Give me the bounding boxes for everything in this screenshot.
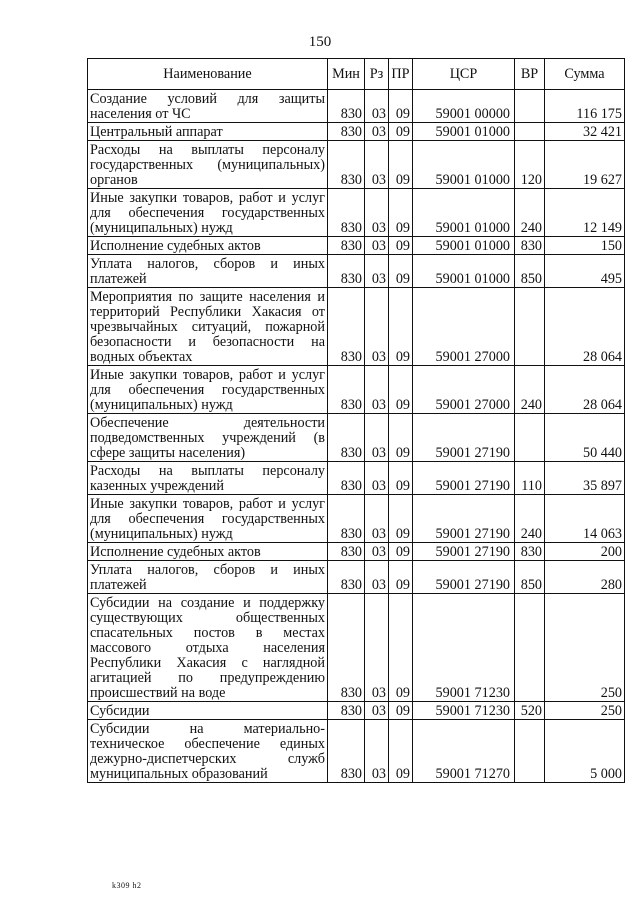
row-sum: 14 063 [545,495,625,543]
row-csr: 59001 01000 [413,255,515,288]
row-pr: 09 [389,543,413,561]
row-pr: 09 [389,462,413,495]
row-sum: 250 [545,594,625,702]
row-csr: 59001 71230 [413,702,515,720]
table-row [88,414,625,462]
header-min: Мин [328,59,365,90]
row-pr: 09 [389,123,413,141]
row-min: 830 [328,594,365,702]
row-sum: 250 [545,702,625,720]
row-name: Субсидии [88,702,328,720]
page-number: 150 [308,34,332,50]
row-vr: 850 [515,561,545,594]
row-vr: 240 [515,189,545,237]
row-csr: 59001 71270 [413,720,515,783]
row-rz: 03 [365,288,389,366]
row-rz: 03 [365,141,389,189]
row-pr: 09 [389,189,413,237]
row-min: 830 [328,237,365,255]
header-rz: Рз [365,59,389,90]
row-vr [515,594,545,702]
row-min: 830 [328,366,365,414]
table-row [88,702,625,720]
row-vr [515,288,545,366]
row-pr: 09 [389,702,413,720]
row-sum: 200 [545,543,625,561]
row-min: 830 [328,414,365,462]
row-rz: 03 [365,561,389,594]
table-row [88,123,625,141]
row-name: Центральный аппарат [88,123,328,141]
row-name: Исполнение судебных актов [88,543,328,561]
row-pr: 09 [389,720,413,783]
row-min: 830 [328,255,365,288]
row-pr: 09 [389,255,413,288]
row-min: 830 [328,123,365,141]
row-sum: 19 627 [545,141,625,189]
row-name: Иные закупки товаров, работ и услуг для обеспечения государственных (муниципальных) нужд [88,366,328,414]
row-pr: 09 [389,237,413,255]
row-name: Расходы на выплаты персоналу казенных учреждений [88,462,328,495]
budget-table [87,58,625,783]
row-csr: 59001 01000 [413,141,515,189]
row-pr: 09 [389,414,413,462]
header-pr: ПР [389,59,413,90]
row-csr: 59001 71230 [413,594,515,702]
row-name: Субсидии на создание и поддержку существующих общественных спасательных постов в местах массового отдыха населения Республики Хакасия с наглядной агитацией по предупреждению происшествий на воде [88,594,328,702]
row-sum: 28 064 [545,366,625,414]
row-sum: 116 175 [545,90,625,123]
row-min: 830 [328,720,365,783]
row-min: 830 [328,462,365,495]
row-csr: 59001 27190 [413,495,515,543]
table-row [88,462,625,495]
row-vr [515,414,545,462]
row-name: Исполнение судебных актов [88,237,328,255]
table-row [88,543,625,561]
row-csr: 59001 27190 [413,561,515,594]
header-csr: ЦСР [413,59,515,90]
row-vr: 850 [515,255,545,288]
table-row [88,495,625,543]
header-name: Наименование [88,59,328,90]
row-csr: 59001 27190 [413,462,515,495]
table-row [88,189,625,237]
row-csr: 59001 27190 [413,414,515,462]
row-vr: 520 [515,702,545,720]
row-name: Обеспечение деятельности подведомственных учреждений (в сфере защиты населения) [88,414,328,462]
table-row [88,561,625,594]
row-sum: 50 440 [545,414,625,462]
row-rz: 03 [365,720,389,783]
row-rz: 03 [365,90,389,123]
row-sum: 32 421 [545,123,625,141]
row-rz: 03 [365,366,389,414]
row-rz: 03 [365,594,389,702]
row-vr [515,123,545,141]
row-csr: 59001 01000 [413,189,515,237]
table-row [88,141,625,189]
row-sum: 28 064 [545,288,625,366]
table-row [88,255,625,288]
row-vr: 110 [515,462,545,495]
table-row [88,237,625,255]
row-pr: 09 [389,141,413,189]
row-rz: 03 [365,702,389,720]
row-sum: 495 [545,255,625,288]
row-pr: 09 [389,90,413,123]
row-sum: 280 [545,561,625,594]
row-sum: 12 149 [545,189,625,237]
row-name: Иные закупки товаров, работ и услуг для обеспечения государственных (муниципальных) нужд [88,189,328,237]
row-pr: 09 [389,495,413,543]
row-min: 830 [328,561,365,594]
row-pr: 09 [389,561,413,594]
row-name: Мероприятия по защите населения и территорий Республики Хакасия от чрезвычайных ситуаций, пожарной безопасности и безопасности на водных объектах [88,288,328,366]
row-rz: 03 [365,414,389,462]
row-rz: 03 [365,189,389,237]
row-min: 830 [328,288,365,366]
row-rz: 03 [365,123,389,141]
table-row [88,720,625,783]
row-vr [515,90,545,123]
row-pr: 09 [389,594,413,702]
row-min: 830 [328,702,365,720]
row-name: Уплата налогов, сборов и иных платежей [88,561,328,594]
row-vr [515,720,545,783]
row-csr: 59001 27190 [413,543,515,561]
row-csr: 59001 01000 [413,123,515,141]
row-name: Создание условий для защиты населения от ЧС [88,90,328,123]
row-sum: 150 [545,237,625,255]
table-row [88,366,625,414]
row-rz: 03 [365,462,389,495]
row-rz: 03 [365,237,389,255]
row-name: Расходы на выплаты персоналу государственных (муниципальных) органов [88,141,328,189]
row-rz: 03 [365,495,389,543]
row-name: Субсидии на материально-техническое обеспечение единых дежурно-диспетчерских служб муниципальных образований [88,720,328,783]
row-min: 830 [328,189,365,237]
row-rz: 03 [365,255,389,288]
table-row [88,288,625,366]
table-header-row [88,59,625,90]
table-row [88,90,625,123]
header-vr: ВР [515,59,545,90]
row-name: Уплата налогов, сборов и иных платежей [88,255,328,288]
row-sum: 35 897 [545,462,625,495]
row-csr: 59001 27000 [413,288,515,366]
row-rz: 03 [365,543,389,561]
row-pr: 09 [389,366,413,414]
row-vr: 240 [515,366,545,414]
row-vr: 120 [515,141,545,189]
row-vr: 240 [515,495,545,543]
row-name: Иные закупки товаров, работ и услуг для обеспечения государственных (муниципальных) нужд [88,495,328,543]
header-sum: Сумма [545,59,625,90]
row-csr: 59001 27000 [413,366,515,414]
row-csr: 59001 00000 [413,90,515,123]
row-min: 830 [328,543,365,561]
row-csr: 59001 01000 [413,237,515,255]
row-pr: 09 [389,288,413,366]
footer-code: k309 h2 [112,881,142,890]
row-sum: 5 000 [545,720,625,783]
row-min: 830 [328,495,365,543]
row-vr: 830 [515,543,545,561]
row-vr: 830 [515,237,545,255]
table-row [88,594,625,702]
row-min: 830 [328,90,365,123]
row-min: 830 [328,141,365,189]
